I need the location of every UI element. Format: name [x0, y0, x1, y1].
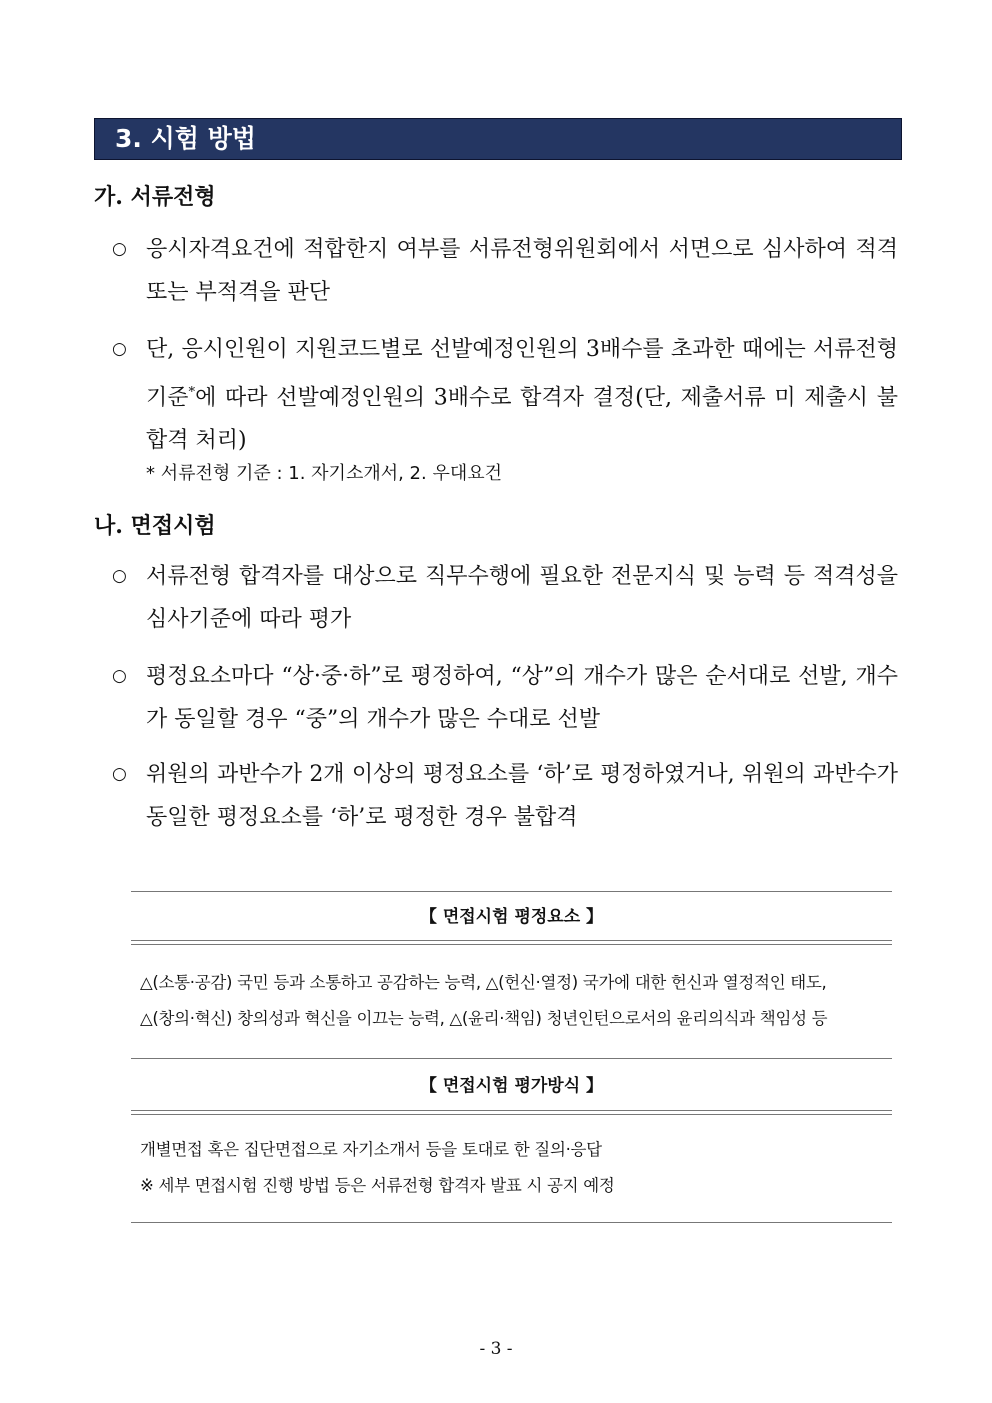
paper-review-heading: 가. 서류전형	[94, 184, 216, 210]
bullet-text: 응시자격요건에 적합한지 여부를 서류전형위원회에서 서면으로 심사하여 적격 또는 부적격을 판단	[146, 237, 898, 305]
paper-review-note: * 서류전형 기준 : 1. 자기소개서, 2. 우대요건	[146, 463, 503, 484]
interview-bullet-1	[112, 555, 898, 641]
criteria-box-line-2: △(창의·혁신) 창의성과 혁신을 이끄는 능력, △(윤리·책임) 청년인턴으로서의 윤리의식과 책임성 등	[140, 1009, 828, 1028]
criteria-box-top-rule	[131, 891, 892, 892]
criteria-box-title-rule-double	[131, 944, 892, 945]
bullet-mark: ○	[112, 566, 127, 586]
bullet-mark: ○	[112, 239, 127, 259]
bullet-text	[146, 328, 898, 462]
bullet-mark: ○	[112, 764, 127, 784]
method-box-line-1: 개별면접 혹은 집단면접으로 자기소개서 등을 토대로 한 질의·응답	[140, 1140, 602, 1159]
bullet-text-part: 에 따라 선발예정인원의 3배수로 합격자 결정(단, 제출서류 미 제출시 불합격 처리)	[146, 385, 898, 454]
paper-review-bullet-2	[112, 328, 898, 462]
footnote-marker: *	[188, 385, 196, 400]
page-number: - 3 -	[479, 1339, 513, 1359]
method-box-bottom-rule	[131, 1222, 892, 1223]
criteria-box-line-1: △(소통·공감) 국민 등과 소통하고 공감하는 능력, △(헌신·열정) 국가에 대한 헌신과 열정적인 태도,	[140, 973, 827, 992]
interview-bullet-3	[112, 753, 898, 839]
method-box-title-rule	[131, 1110, 892, 1111]
bullet-text: 서류전형 합격자를 대상으로 직무수행에 필요한 전문지식 및 능력 등 적격성을 심사기준에 따라 평가	[146, 564, 898, 632]
section-title: 3. 시험 방법	[94, 118, 902, 160]
bullet-text-part: 단, 응시인원이 지원코드별로 선발예정인원의 3배수를 초과한 때에는 서류전형 기준	[146, 337, 898, 411]
bullet-mark: ○	[112, 666, 127, 686]
method-box-title: 【 면접시험 평가방식 】	[419, 1076, 604, 1096]
method-box-title-rule-double	[131, 1114, 892, 1115]
bullet-text: 위원의 과반수가 2개 이상의 평정요소를 ‘하’로 평정하였거나, 위원의 과반수가 동일한 평정요소를 ‘하’로 평정한 경우 불합격	[146, 762, 898, 830]
criteria-box-title-rule	[131, 940, 892, 941]
bullet-text: 평정요소마다 “상·중·하”로 평정하여, “상”의 개수가 많은 순서대로 선발, 개수가 동일할 경우 “중”의 개수가 많은 수대로 선발	[146, 664, 898, 732]
interview-bullet-2	[112, 655, 898, 741]
paper-review-bullet-1	[112, 228, 898, 314]
method-box-top-rule	[131, 1058, 892, 1059]
bullet-mark: ○	[112, 339, 127, 359]
method-box-line-2: ※ 세부 면접시험 진행 방법 등은 서류전형 합격자 발표 시 공지 예정	[140, 1176, 615, 1195]
criteria-box-title: 【 면접시험 평정요소 】	[419, 907, 604, 927]
interview-heading: 나. 면접시험	[94, 513, 216, 539]
